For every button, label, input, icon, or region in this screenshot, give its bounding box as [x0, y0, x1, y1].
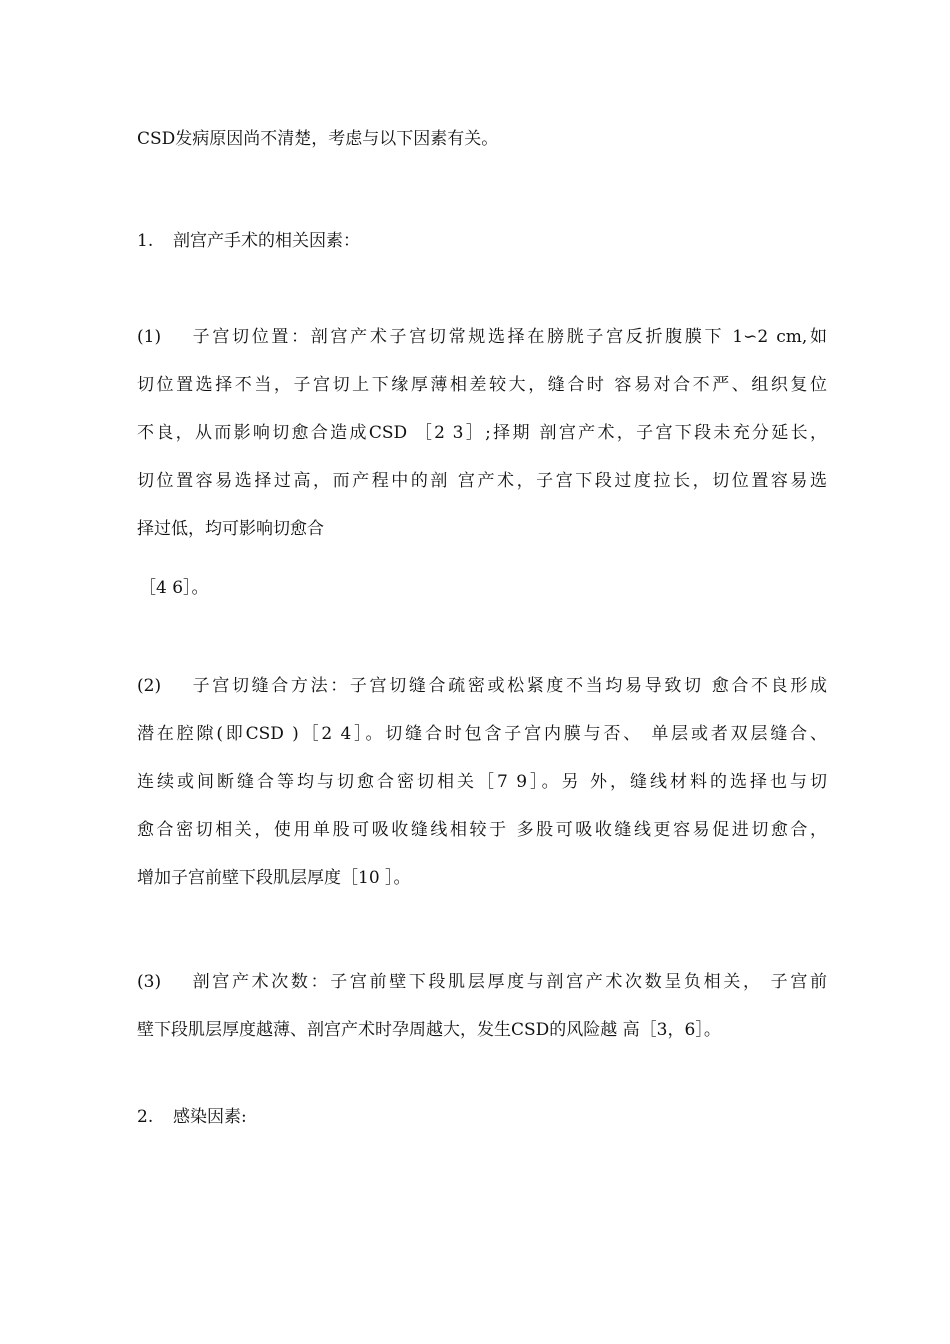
item-3-paragraph — [137, 970, 827, 1066]
section-title: 感染因素: — [173, 1107, 247, 1127]
paragraph-line: 愈合密切相关，使用单股可吸收缝线相较于 多股可吸收缝线更容易促进切愈合， — [137, 820, 827, 840]
item-number: (1) — [137, 327, 162, 347]
paragraph-line: 切位置选择不当，子宫切上下缘厚薄相差较大，缝合时 容易对合不严、组织复位 — [137, 375, 827, 395]
intro-paragraph: CSD发病原因尚不清楚，考虑与以下因素有关。 — [137, 129, 499, 149]
paragraph-line — [137, 325, 827, 373]
item-1-citation: ［4 6］。 — [139, 578, 209, 598]
line-text: 子宫切缝合方法：子宫切缝合疏密或松紧度不当均易导致切 愈合不良形成 — [190, 676, 827, 696]
item-number: (3) — [137, 972, 162, 992]
line-text: 子宫切位置：剖宫产术子宫切常规选择在膀胱子宫反折腹膜下 1∽2 cm,如 — [190, 327, 827, 347]
section-number: 2. — [137, 1107, 154, 1127]
item-2-paragraph — [137, 674, 827, 914]
paragraph-line: 潜在腔隙(即CSD )［2 4］。切缝合时包含子宫内膜与否、 单层或者双层缝合、 — [137, 724, 827, 744]
section-heading-2 — [137, 1105, 247, 1129]
paragraph-line: 切位置容易选择过高，而产程中的剖 宫产术，子宫下段过度拉长，切位置容易选 — [137, 471, 827, 491]
paragraph-line — [137, 970, 827, 1018]
item-1-paragraph — [137, 325, 827, 565]
section-title: 剖宫产手术的相关因素： — [173, 231, 360, 251]
section-number: 1. — [137, 231, 154, 251]
section-heading-1 — [137, 229, 360, 253]
paragraph-line: 不良，从而影响切愈合造成CSD ［2 3］;择期 剖宫产术，子宫下段未充分延长， — [137, 423, 827, 443]
paragraph-line: 壁下段肌层厚度越薄、剖宫产术时孕周越大，发生CSD的风险越 高［3，6］。 — [137, 1020, 721, 1040]
item-number: (2) — [137, 676, 162, 696]
paragraph-line: 增加子宫前壁下段肌层厚度［10 ］。 — [137, 868, 411, 888]
paragraph-line: 连续或间断缝合等均与切愈合密切相关［7 9］。另 外，缝线材料的选择也与切 — [137, 772, 827, 792]
line-text: 剖宫产术次数：子宫前壁下段肌层厚度与剖宫产术次数呈负相关， 子宫前 — [190, 972, 827, 992]
paragraph-line: 择过低，均可影响切愈合 — [137, 519, 324, 539]
paragraph-line — [137, 674, 827, 722]
